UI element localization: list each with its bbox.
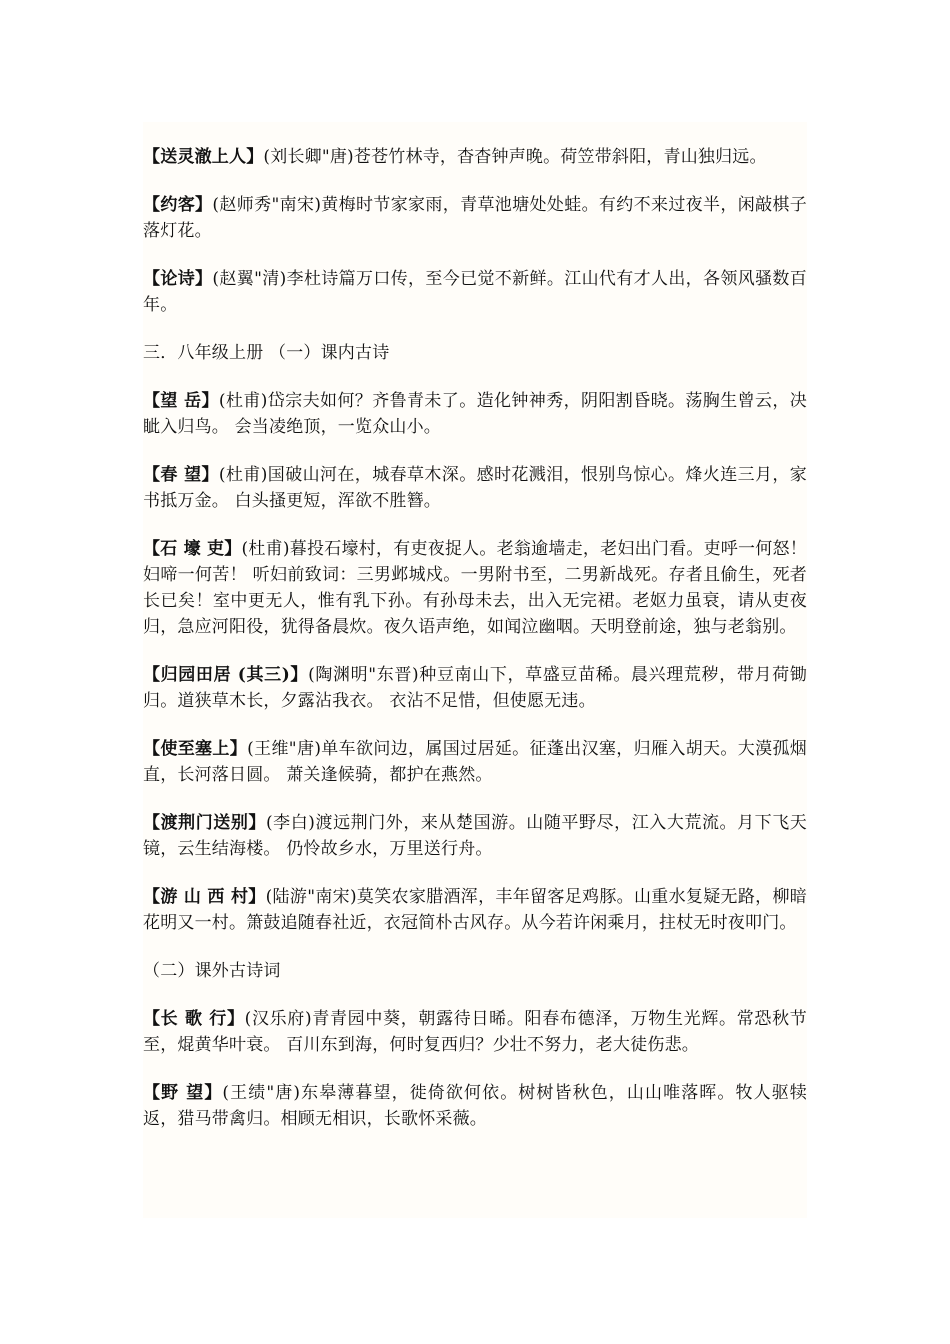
- section-heading: 三．八年级上册 （一）课内古诗: [143, 343, 390, 363]
- poem-paragraph: [143, 662, 807, 714]
- poem-text: (王绩"唐)东皋薄暮望，徙倚欲何依。树树皆秋色，山山唯落晖。牧人驱犊返，猎马带禽归。相顾无相识，长歌怀采薇。: [143, 1083, 807, 1129]
- poem-paragraph: [143, 1080, 807, 1132]
- poem-text: (杜甫)岱宗夫如何？齐鲁青未了。造化钟神秀，阴阳割昏晓。荡胸生曾云，决眦入归鸟。 会当凌绝顶，一览众山小。: [143, 391, 807, 437]
- poem-paragraph: [143, 536, 807, 640]
- poem-title: 【望 岳】: [143, 391, 219, 411]
- poem-paragraph: [143, 144, 807, 170]
- poem-paragraph: [143, 192, 807, 244]
- poem-text: (陆游"南宋)莫笑农家腊酒浑，丰年留客足鸡豚。山重水复疑无路，柳暗花明又一村。箫鼓追随春社近，衣冠简朴古风存。从今若许闲乘月，拄杖无时夜叩门。: [143, 887, 807, 933]
- subsection-heading: （二）课外古诗词: [143, 961, 281, 981]
- poem-title: 【论诗】: [143, 269, 213, 289]
- poem-text: (刘长卿"唐)苍苍竹林寺，杳杳钟声晚。荷笠带斜阳，青山独归远。: [263, 147, 767, 167]
- poem-text: (赵翼"清)李杜诗篇万口传，至今已觉不新鲜。江山代有才人出，各领风骚数百年。: [143, 269, 807, 315]
- poem-paragraph: [143, 462, 807, 514]
- poem-title: 【长 歌 行】: [143, 1009, 245, 1029]
- poem-paragraph: [143, 388, 807, 440]
- poem-text: (汉乐府)青青园中葵，朝露待日晞。阳春布德泽，万物生光辉。常恐秋节至，焜黄华叶衰。 百川东到海，何时复西归？少壮不努力，老大徒伤悲。: [143, 1009, 807, 1055]
- poem-paragraph: [143, 810, 807, 862]
- poem-title: 【野 望】: [143, 1083, 223, 1103]
- poem-title: 【石 壕 吏】: [143, 539, 242, 559]
- poem-paragraph: [143, 736, 807, 788]
- poem-text: (陶渊明"东晋)种豆南山下，草盛豆苗稀。晨兴理荒秽，带月荷锄归。道狭草木长，夕露沾我衣。 衣沾不足惜，但使愿无违。: [143, 665, 807, 711]
- poem-title: 【使至塞上】: [143, 739, 248, 759]
- poem-title: 【游 山 西 村】: [143, 887, 266, 907]
- poem-paragraph: [143, 1006, 807, 1058]
- poem-title: 【约客】: [143, 195, 213, 215]
- poem-paragraph: [143, 266, 807, 318]
- poem-paragraph: [143, 884, 807, 936]
- poem-title: 【送灵澈上人】: [143, 147, 264, 167]
- poem-text: (赵师秀"南宋)黄梅时节家家雨，青草池塘处处蛙。有约不来过夜半，闲敲棋子落灯花。: [143, 195, 807, 241]
- poem-text: (杜甫)国破山河在，城春草木深。感时花溅泪，恨别鸟惊心。烽火连三月，家书抵万金。 白头搔更短，浑欲不胜簪。: [143, 465, 807, 511]
- poem-text: (王维"唐)单车欲问边，属国过居延。征蓬出汉塞，归雁入胡天。大漠孤烟直，长河落日圆。 萧关逢候骑，都护在燕然。: [143, 739, 807, 785]
- poem-text: (李白)渡远荆门外，来从楚国游。山随平野尽，江入大荒流。月下飞天镜，云生结海楼。 仍怜故乡水，万里送行舟。: [143, 813, 807, 859]
- document-content: [143, 122, 807, 1218]
- poem-title: 【春 望】: [143, 465, 219, 485]
- poem-title: 【归园田居 (其三)】: [143, 665, 309, 685]
- poem-title: 【渡荆门送别】: [143, 813, 266, 833]
- poem-text: (杜甫)暮投石壕村，有吏夜捉人。老翁逾墙走，老妇出门看。吏呼一何怒！妇啼一何苦！ 听妇前致词：三男邺城戍。一男附书至，二男新战死。存者且偷生，死者长已矣！室中更无人，惟有乳下孙。有孙母未去，出入无完裙。老妪力虽衰，请从吏夜归，急应河阳役，犹得备晨炊。夜久语声绝，如闻泣幽咽。天明登前途，独与老翁别。: [143, 539, 807, 637]
